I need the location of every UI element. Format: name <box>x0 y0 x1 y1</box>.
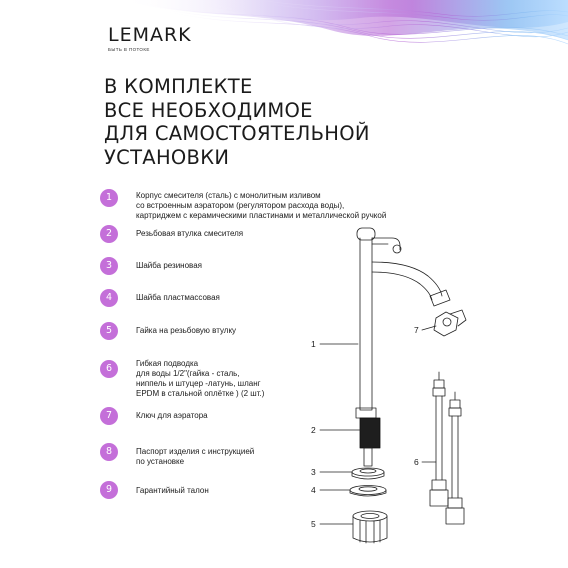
list-item-line: Гарантийный талон <box>136 486 209 495</box>
item-number-badge: 8 <box>100 443 118 461</box>
aerator-key-illustration <box>434 310 466 336</box>
logo-wordmark: LEMARK <box>108 24 192 46</box>
list-item-line: EPDM в стальной оплётке ) (2 шт.) <box>136 389 265 398</box>
list-item-line: Гайка на резьбовую втулку <box>136 326 237 335</box>
list-item-line: ниппель и штуцер -латунь, шланг <box>136 379 261 388</box>
callout-number: 5 <box>311 519 316 529</box>
item-number-badge: 4 <box>100 289 118 307</box>
item-number-badge: 3 <box>100 257 118 275</box>
faucet-body-illustration <box>356 228 450 418</box>
item-number-badge: 9 <box>100 481 118 499</box>
list-item-line: Ключ для аэратора <box>136 411 208 420</box>
logo-tagline: БЫТЬ В ПОТОКЕ <box>108 47 150 52</box>
list-item-line: Паспорт изделия с инструкцией <box>136 447 255 456</box>
callout-number: 6 <box>414 457 419 467</box>
callout-number: 2 <box>311 425 316 435</box>
callout-number: 1 <box>311 339 316 349</box>
title-line: В КОМПЛЕКТЕ <box>104 75 253 98</box>
callout-number: 4 <box>311 485 316 495</box>
rubber-washer-illustration <box>352 468 384 479</box>
callout-number: 3 <box>311 467 316 477</box>
item-number-badge: 1 <box>100 189 118 207</box>
nut-illustration <box>353 511 387 543</box>
title-line: ДЛЯ САМОСТОЯТЕЛЬНОЙ <box>104 122 370 145</box>
list-item-line: Шайба пластмассовая <box>136 293 220 302</box>
item-number-badge: 5 <box>100 322 118 340</box>
plastic-washer-illustration <box>350 486 386 497</box>
list-item-line: по установке <box>136 457 185 466</box>
item-number-badge: 7 <box>100 407 118 425</box>
threaded-sleeve-illustration <box>360 418 380 466</box>
item-number-badge: 6 <box>100 360 118 378</box>
callout-number: 7 <box>414 325 419 335</box>
list-item-line: Шайба резиновая <box>136 261 202 270</box>
list-item-line: со встроенным аэратором (регулятором расхода воды), <box>136 201 345 210</box>
list-item-line: картриджем с керамическими пластинами и металлической ручкой <box>136 211 387 220</box>
list-item-line: Корпус смесителя (сталь) с монолитным изливом <box>136 191 321 200</box>
list-item-line: Гибкая подводка <box>136 359 199 368</box>
list-item-line: для воды 1/2"(гайка - сталь, <box>136 369 240 378</box>
flexible-hoses-illustration <box>430 372 464 524</box>
item-number-badge: 2 <box>100 225 118 243</box>
title-line: УСТАНОВКИ <box>104 145 230 169</box>
list-item-line: Резьбовая втулка смесителя <box>136 229 244 238</box>
title-line: ВСЕ НЕОБХОДИМОЕ <box>104 98 313 122</box>
